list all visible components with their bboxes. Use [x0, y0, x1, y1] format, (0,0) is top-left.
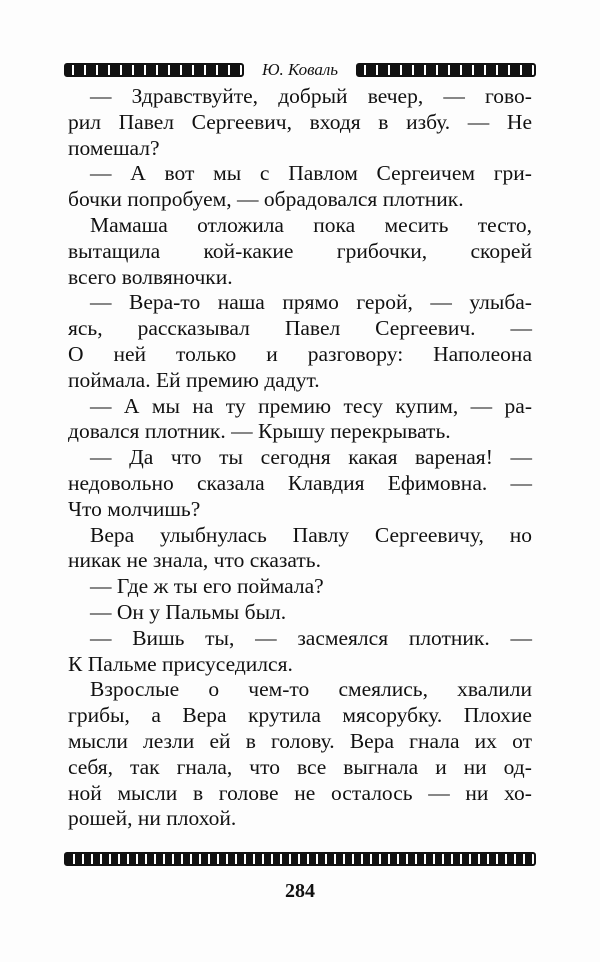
text-line: — Вишь ты, — засмеялся плотник. — [90, 625, 532, 650]
text-line: — А мы на ту премию тесу купим, — ра- [90, 393, 532, 418]
text-line: всего волвяночки. [68, 264, 233, 289]
text-line: Взрослые о чем-то смеялись, хвалили [90, 677, 532, 702]
text-line: никак не знала, что сказать. [68, 548, 321, 573]
text-line: Мамаша отложила пока месить тесто, [90, 212, 532, 237]
text-line: О ней только и разговору: Наполеона [68, 341, 532, 366]
text-line: Что молчишь? [68, 496, 201, 521]
text-line: рил Павел Сергеевич, входя в избу. — Не [68, 109, 532, 134]
text-line: довался плотник. — Крышу перекрывать. [68, 419, 451, 444]
running-header [64, 58, 536, 82]
text-line: вытащила кой-какие грибочки, скорей [68, 238, 532, 263]
ornament-left [64, 63, 244, 77]
text-line: ной мысли в голове не осталось — ни хо- [68, 780, 532, 805]
page-number: 284 [285, 880, 315, 902]
ornament-right [356, 63, 536, 77]
text-line: недовольно сказала Клавдия Ефимовна. — [68, 470, 532, 495]
text-line: ясь, рассказывал Павел Сергеевич. — [68, 316, 532, 341]
text-line: — Здравствуйте, добрый вечер, — гово- [90, 84, 532, 108]
running-title: Ю. Коваль [261, 60, 339, 79]
text-line: помешал? [68, 135, 160, 160]
text-line: себя, так гнала, что все выгнала и ни од- [68, 754, 532, 779]
text-line: грибы, а Вера крутила мясорубку. Плохие [68, 703, 532, 728]
text-line: поймала. Ей премию дадут. [68, 367, 320, 392]
body-text [68, 84, 532, 832]
text-line: бочки попробуем, — обрадовался плотник. [68, 187, 464, 212]
text-line: — Он у Пальмы был. [90, 599, 287, 624]
ornament-bottom [64, 852, 536, 866]
text-line: — Где ж ты его поймала? [90, 574, 324, 599]
text-line: — Да что ты сегодня какая вареная! — [90, 445, 532, 470]
text-line: К Пальме присуседился. [68, 651, 293, 676]
text-line: мысли лезли ей в голову. Вера гнала их от [68, 728, 532, 753]
text-line: рошей, ни плохой. [68, 806, 237, 831]
text-line: — А вот мы с Павлом Сергеичем гри- [90, 161, 532, 186]
text-line: — Вера-то наша прямо герой, — улыба- [90, 290, 532, 315]
text-line: Вера улыбнулась Павлу Сергеевичу, но [90, 522, 532, 547]
